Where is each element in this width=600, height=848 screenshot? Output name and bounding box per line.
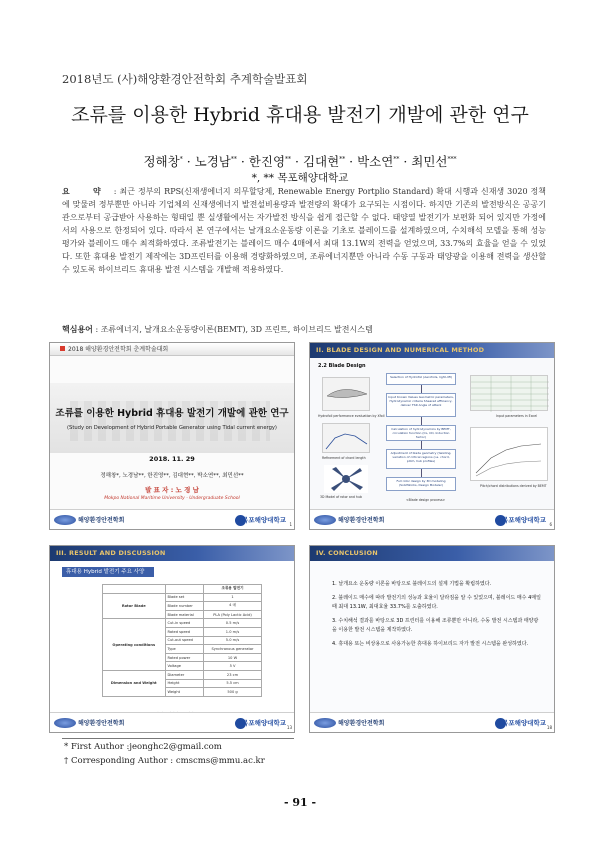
rotor-icon	[324, 465, 368, 493]
abstract-text: 최근 정부의 RPS(신재생에너지 의무할당제, Renewable Energy Portplio Standard) 확대 시행과 신재생 3020 정책에 맞물려 정부뿐만 아니라 기업체의 신재생에너지 발전설비용량과 발전량의 확대가 요구되는 시점이다. 하지만 기존의 발전방식은 공공기관으로부터 공급받아 사용하는 형태일 뿐 실생활에서는 자가발전 방식을 쉽게 접근할 수 없다. 태양열 발전기가 보편화 되어 있지만 가정에서의 사용으로 한정되어 있다. 따라서 본 연구에서는 날개요소운동량 이론을 기초로 블레이드를 설계하였으며, 수치해석 모델을 통해 성능 평가와 블레이드 매수 최적화하였다. 조류발전기는 블레이드 매수 4매에서 최대 13.1W의 전력을 얻었으며, 33.7%의 효율을 얻을 수 있었다. 또한 휴대용 발전기 제작에는 3D프린터를 이용해 경량화하였으며, 조류에너지뿐만 아니라 수동 구동과 태양광을 이용해 전력을 생산할 수 있도록 하이브리드 휴대용 발전 시스템을 개발해 적용하였다.	[62, 187, 547, 274]
table-cell: Type	[165, 645, 204, 654]
keywords: 핵심용어 : 조류에너지, 날개요소운동량이론(BEMT), 3D 프린트, 하이브리드 발전시스템	[62, 324, 373, 334]
spec-table	[102, 584, 262, 697]
author-name: 정해창	[143, 154, 180, 169]
chord-figure	[322, 423, 370, 453]
excel-figure	[470, 375, 548, 411]
slide-date: 2018. 11. 29	[149, 455, 195, 463]
table-cell: 500 g	[204, 688, 262, 697]
table-cell: Rated speed	[165, 627, 204, 636]
society-logo-icon	[314, 515, 336, 525]
slide-conclusion	[309, 545, 555, 733]
slide-footer	[50, 509, 294, 529]
abstract-label: 요 약	[62, 186, 111, 196]
distribution-plot-icon	[471, 428, 549, 482]
slide-bar-text: 2018 해양환경안전학회 춘계학술대회	[68, 346, 169, 353]
keywords-label: 핵심용어	[62, 324, 93, 334]
figure-caption: <Blade design process>	[406, 498, 446, 502]
page-number: - 91 -	[283, 796, 317, 809]
figure-caption: 3D Model of rotor and hub	[320, 495, 362, 499]
xfoil-figure	[322, 377, 370, 411]
process-box: Adjustment of blade geometry (twisting, variation of critical regions (i.e. chord, pitch, hub profiles)	[386, 449, 456, 469]
table-cell: 1.0 m/s	[204, 627, 262, 636]
list-item: 2. 블레이드 매수에 따라 발전기의 성능과 효율이 달라짐을 알 수 있었으며, 블레이드 매수 4매일 때 최대 13.1W, 최대효율 33.7%를 도출하였다.	[332, 595, 541, 610]
process-box: Full rotor design by 3D modeling (SolidWorks, Design Modeler)	[386, 477, 456, 491]
footnote-first-author: * First Author :jeonghc2@gmail.com	[64, 742, 222, 752]
rotor-figure	[324, 465, 368, 493]
table-title: 휴대용 Hybrid 발전기 주요 사양	[62, 567, 154, 577]
table-cell: 5.5 cm	[204, 679, 262, 688]
footer-society: 해양환경안전학회	[338, 720, 385, 727]
slide-footer	[310, 509, 554, 529]
table-header: 조류용 발전기	[204, 585, 262, 594]
author-name: 노경남	[194, 154, 231, 169]
table-cell: Diameter	[165, 670, 204, 679]
slide-title	[49, 342, 295, 530]
footer-university: 목포해양대학교	[502, 516, 546, 524]
table-cell: 0.5 m/s	[204, 619, 262, 628]
table-cell: 1	[204, 593, 262, 602]
airfoil-plot-icon	[323, 378, 371, 412]
conference-header: 2018년도 (사)해양환경안전학회 추계학술발표회	[62, 72, 308, 86]
table-group: Rotor Blade	[103, 593, 166, 619]
slide-number: 13	[286, 725, 292, 730]
affiliation: *, ** 목포해양대학교	[251, 172, 349, 184]
table-cell	[103, 585, 166, 594]
author-mark: **	[230, 155, 237, 163]
author-name: 박소연	[357, 154, 394, 169]
author-mark: *	[179, 155, 183, 163]
process-box: Selection of Hydrofoil (Aerofoils, light-lift)	[386, 373, 456, 385]
slide-presenter: 발 표 자 : 노 경 남	[145, 486, 199, 494]
society-logo-icon	[54, 718, 76, 728]
society-logo-icon	[314, 718, 336, 728]
process-box: Input Known Values Geometric parameters, Hydrodynamic criteria Sheared efficiency, deliver TSR Angle of attack	[386, 393, 456, 417]
table-row	[103, 619, 262, 628]
table-row	[103, 670, 262, 679]
abstract: 요 약 : 최근 정부의 RPS(신재생에너지 의무할당제, Renewable Energy Portplio Standard) 확대 시행과 신재생 3020 정책에 맞물려 정부뿐만 아니라 기업체의 신재생에너지 발전설비용량과 발전량의 확대가 요구되는 시점이다. 하지만 기존의 발전방식은 공공기관으로부터 공급받아 사용하는 형태일 뿐 실생활에서는 자가발전 방식을 쉽게 접근할 수 없다. 태양열 발전기가 보편화 되어 있지만 가정에서의 사용으로 한정되어 있다. 따라서 본 연구에서는 날개요소운동량 이론을 기초로 블레이드를 설계하였으며, 수치해석 모델을 통해 성능 평가와 블레이드 매수 최적화하였다. 조류발전기는 블레이드 매수 4매에서 최대 13.1W의 전력을 얻었으며, 33.7%의 효율을 얻을 수 있었다. 또한 휴대용 발전기 제작에는 3D프린터를 이용해 경량화하였으며, 조류에너지뿐만 아니라 수동 구동과 태양광을 이용해 전력을 생산할 수 있도록 하이브리드 휴대용 발전 시스템을 개발해 적용하였다.	[62, 186, 547, 274]
keywords-text: 조류에너지, 날개요소운동량이론(BEMT), 3D 프린트, 하이브리드 발전시스템	[100, 325, 373, 334]
footer-university: 목포해양대학교	[242, 516, 286, 524]
slide-number: 6	[549, 522, 552, 527]
table-cell: Height	[165, 679, 204, 688]
slide-authors: 정해창*, 노경남**, 한진영**, 김대현**, 박소연**, 최민선**	[100, 473, 244, 479]
list-item: 3. 수치해석 결과를 바탕으로 3D 프린터를 이용해 조류뿐만 아니라, 수동 발전 시스템과 태양광을 이용한 발전 시스템을 제작하였다.	[332, 618, 539, 633]
table-cell: Blade set	[165, 593, 204, 602]
table-cell: 4 매	[204, 602, 262, 611]
flow-arrow	[421, 385, 422, 393]
flow-arrow	[421, 469, 422, 477]
author-mark: **	[285, 155, 292, 163]
slide-number: 1	[289, 522, 292, 527]
table-cell: 5 V	[204, 662, 262, 671]
slide-bar: IV. CONCLUSION	[310, 546, 554, 561]
slide-subheading: 2.2 Blade Design	[318, 363, 366, 369]
figure-caption: Refinement of chord length	[322, 456, 366, 460]
table-cell: Voltage	[165, 662, 204, 671]
author-name: 김대현	[302, 154, 340, 169]
table-cell: Blade material	[165, 610, 204, 619]
table-cell: Cut-in speed	[165, 619, 204, 628]
table-cell: Cut-out speed	[165, 636, 204, 645]
table-row	[103, 585, 262, 594]
table-row	[103, 593, 262, 602]
footnote-corresponding-author: † Corresponding Author : cmscms@mmu.ac.kr	[64, 756, 265, 766]
footer-society: 해양환경안전학회	[78, 517, 125, 524]
slide-footer	[50, 712, 294, 732]
slide-footer	[310, 712, 554, 732]
slide-bar: II. BLADE DESIGN AND NUMERICAL METHOD	[310, 343, 554, 358]
slide-results	[49, 545, 295, 733]
slide-number: 18	[546, 725, 552, 730]
table-cell: 10 W	[204, 653, 262, 662]
table-cell: PLA (Poly Lactic Acid)	[204, 610, 262, 619]
footnote-divider	[62, 738, 294, 739]
table-cell: 23 cm	[204, 670, 262, 679]
author-mark: **	[339, 155, 346, 163]
list-item: 1. 날개요소 운동량 이론을 바탕으로 블레이드의 설계 기법을 확립하였다.	[332, 581, 492, 587]
table-group: Dimension and Weight	[103, 670, 166, 696]
table-cell: Rated power	[165, 653, 204, 662]
distribution-figure	[470, 427, 548, 481]
slide-bar: III. RESULT AND DISCUSSION	[50, 546, 294, 561]
list-item: 4. 휴대용 또는 비상용으로 사용가능한 휴대용 하이브리드 자가 발전 시스템을 완성하였다.	[332, 641, 529, 647]
table-cell: Weight	[165, 688, 204, 697]
slide-blade-design	[309, 342, 555, 530]
process-box: Calculation of hydrodynamics by BEMT, circulation function (CL, CD, Induction factor)	[386, 425, 456, 441]
figure-caption: Hydrofoil performance evaluation by Xfoil	[318, 414, 385, 418]
paper-title: 조류를 이용한 Hybrid 휴대용 발전기 개발에 관한 연구	[71, 104, 529, 126]
flow-arrow	[421, 441, 422, 449]
society-logo-icon	[54, 515, 76, 525]
table-cell: Blade number	[165, 602, 204, 611]
author-mark: **	[393, 155, 400, 163]
slide-bar	[50, 343, 294, 356]
figure-caption: Pitch/chord distributions derived by BEMT	[480, 484, 547, 488]
table-cell	[165, 585, 204, 594]
footer-society: 해양환경안전학회	[78, 720, 125, 727]
table-cell: Synchronous generator	[204, 645, 262, 654]
author-name: 한진영	[248, 154, 286, 169]
author-list: 정해창* · 노경남** · 한진영** · 김대현** · 박소연** · 최민선***	[143, 154, 457, 169]
spreadsheet-icon	[471, 376, 549, 412]
footer-society: 해양환경안전학회	[338, 517, 385, 524]
slide-english-title: (Study on Development of Hybrid Portable Generator using Tidal current energy)	[67, 425, 277, 431]
conclusion-list	[332, 580, 542, 654]
figure-caption: Input parameters in Excel	[496, 414, 538, 418]
author-name: 최민선	[411, 154, 448, 169]
slide-main-title: 조류를 이용한 Hybrid 휴대용 발전기 개발에 관한 연구	[55, 408, 289, 419]
author-mark: ***	[447, 155, 457, 163]
footer-university: 목포해양대학교	[502, 719, 546, 727]
chord-plot-icon	[323, 424, 371, 454]
table-cell: 5.0 m/s	[204, 636, 262, 645]
table-group: Operating conditions	[103, 619, 166, 671]
bullet-icon	[60, 346, 65, 351]
footer-university: 목포해양대학교	[242, 719, 286, 727]
slide-school: Mokpo National Maritime University - Undergraduate School	[104, 496, 240, 501]
flow-arrow	[421, 417, 422, 425]
